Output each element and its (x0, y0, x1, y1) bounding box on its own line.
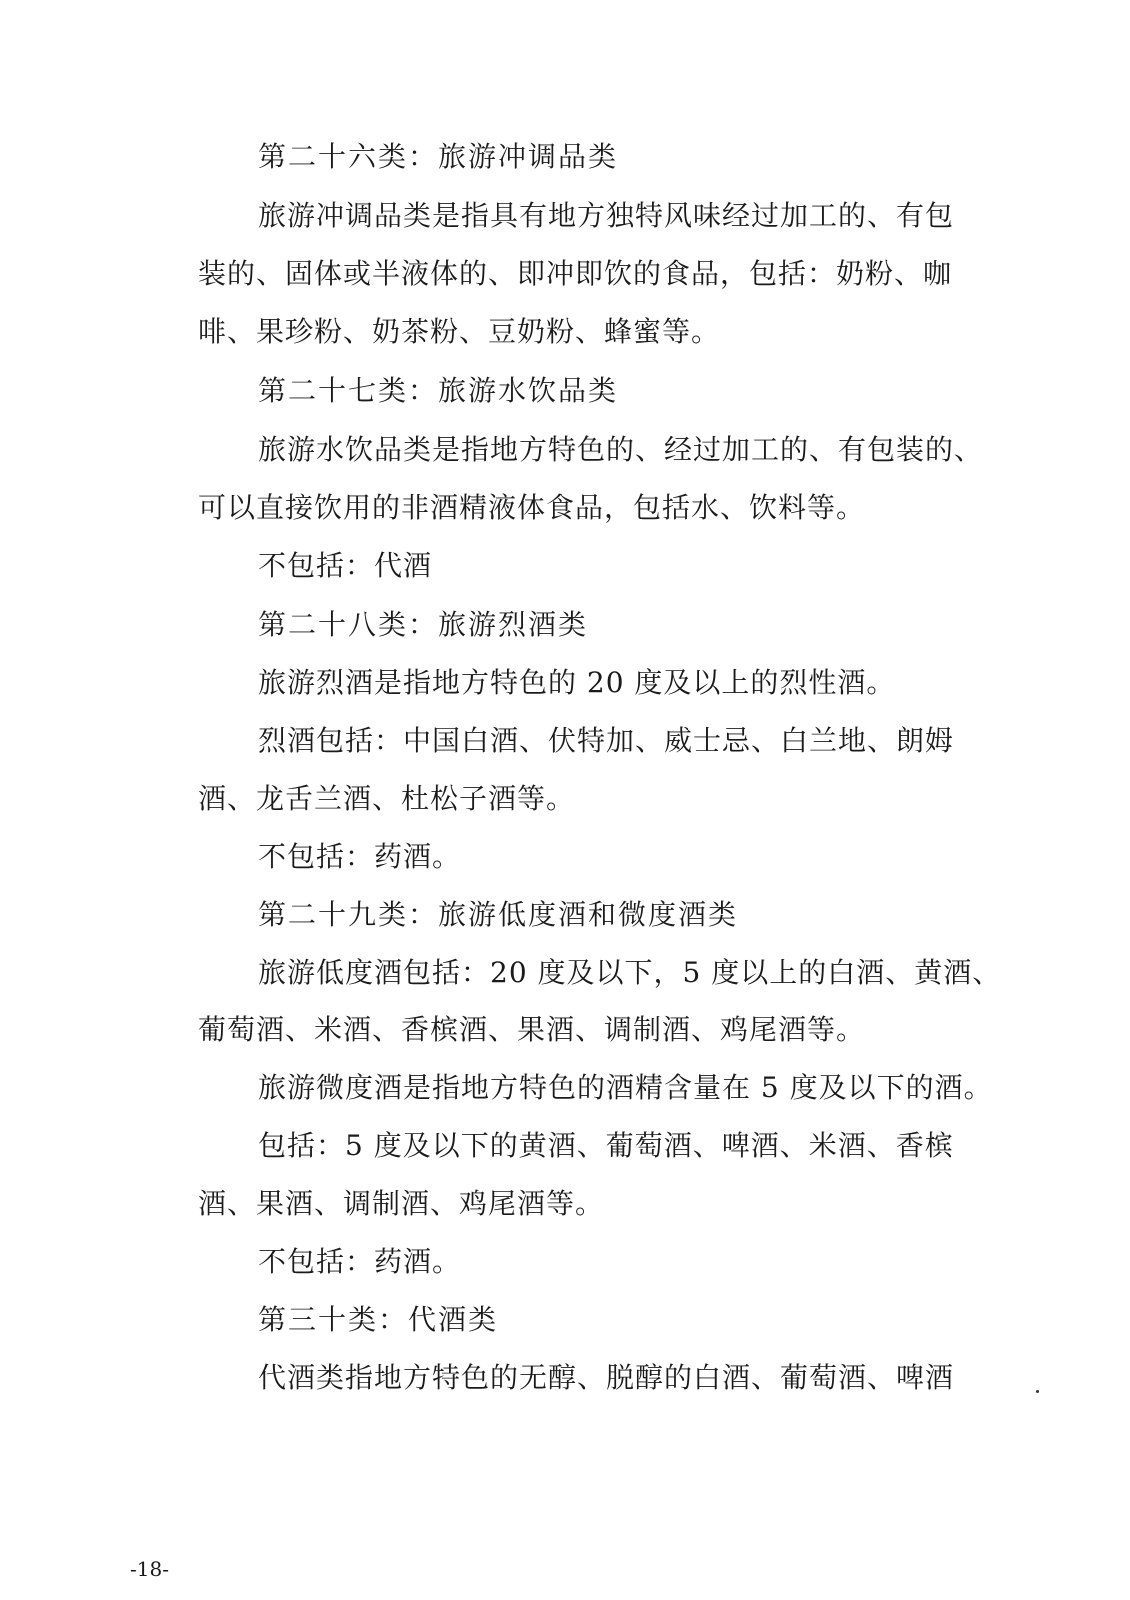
paragraph-line: 旅游水饮品类是指地方特色的、经过加工的、有包装的、 (258, 433, 984, 466)
section-heading-30: 第三十类：代酒类 (258, 1303, 499, 1336)
paragraph-line: 可以直接饮用的非酒精液体食品，包括水、饮料等。 (198, 491, 866, 524)
paragraph-line: 啡、果珍粉、奶茶粉、豆奶粉、蜂蜜等。 (198, 315, 721, 348)
paragraph-line: 酒、果酒、调制酒、鸡尾酒等。 (198, 1187, 605, 1220)
exclusion-line: 不包括：药酒。 (258, 840, 462, 873)
section-heading-26: 第二十六类：旅游冲调品类 (258, 140, 619, 173)
paragraph-line: 葡萄酒、米酒、香槟酒、果酒、调制酒、鸡尾酒等。 (198, 1013, 866, 1046)
page-number: -18- (130, 1557, 169, 1581)
paragraph-line: 旅游低度酒包括：20 度及以下，5 度以上的白酒、黄酒、 (258, 956, 1002, 989)
scan-speck (1036, 1390, 1039, 1393)
paragraph-line: 烈酒包括：中国白酒、伏特加、威士忌、白兰地、朗姆 (258, 724, 955, 757)
exclusion-line: 不包括：药酒。 (258, 1245, 462, 1278)
paragraph-line: 装的、固体或半液体的、即冲即饮的食品，包括：奶粉、咖 (198, 257, 953, 290)
exclusion-line: 不包括：代酒 (258, 549, 433, 582)
paragraph-line: 包括：5 度及以下的黄酒、葡萄酒、啤酒、米酒、香槟 (258, 1129, 954, 1162)
section-heading-29: 第二十九类：旅游低度酒和微度酒类 (258, 898, 739, 931)
paragraph-line: 酒、龙舌兰酒、杜松子酒等。 (198, 782, 576, 815)
section-heading-27: 第二十七类：旅游水饮品类 (258, 374, 619, 407)
paragraph-line: 代酒类指地方特色的无醇、脱醇的白酒、葡萄酒、啤酒 (258, 1361, 955, 1394)
paragraph-line: 旅游烈酒是指地方特色的 20 度及以上的烈性酒。 (258, 666, 896, 699)
paragraph-line: 旅游微度酒是指地方特色的酒精含量在 5 度及以下的酒。 (258, 1071, 993, 1104)
section-heading-28: 第二十八类：旅游烈酒类 (258, 608, 589, 641)
paragraph-line: 旅游冲调品类是指具有地方独特风味经过加工的、有包 (258, 199, 955, 232)
